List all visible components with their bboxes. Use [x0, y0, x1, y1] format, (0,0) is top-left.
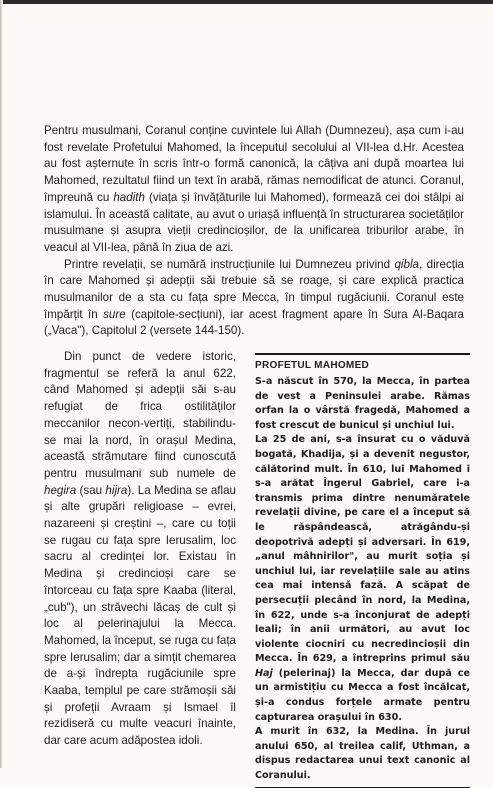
main-text: [44, 123, 464, 340]
text-span: (viața și învățăturile lui Mahomed), formează cei doi stâlpi ai islamului. În această calitate, au avut o uriașă influență în structurarea societăților musulmane și asupra vieții credincioșilor, de la unificarea triburilor arabe, în veacul al VII-lea, până în ziua de azi.: [44, 190, 464, 254]
page-binding-shadow: [0, 0, 3, 768]
text-span: , direcția în care Mahomed și adepții săi trebuie să se roage, și care explică practica musulmanilor de a sta cu fața spre Mecca, în timpul rugăciunii. Coranul este împărțit în: [44, 257, 464, 321]
paragraph-qibla: [44, 257, 464, 341]
paragraph-historical: [44, 349, 236, 750]
sidebar-heading: PROFETUL MAHOMED: [255, 360, 370, 371]
term-hijra: hijra: [105, 483, 128, 497]
text-span: La 25 de ani, s-a însurat cu o văduvă bogată, Khadija, și a devenit negustor, călătorind mult. În 610, lui Mahomed i s-a arătat Îngerul Gabriel, care i-a transmis prima dintre nenumăratele revelații divine, pe care el a început să le răspândească, atrăgându-și deopotrivă adepți și adversari. În 619, „anul mâhnirilor", au murit soția și unchiul lui, iar revelațiile sale au atins cea mai intensă fază. A scăpat de persecuții plecând în nord, la Medina, în 622, unde s-a înconjurat de adepți leali; în anii următori, au avut loc violente ciocniri cu necredincioșii din Mecca. În 629, a întreprins primul său: [255, 434, 470, 665]
sidebar-box: [255, 349, 470, 788]
left-column: [44, 349, 236, 750]
text-span: Printre revelații, se numără instrucțiunile lui Dumnezeu privind: [64, 257, 395, 271]
text-span: ). La Medina se aflau și alte grupări religioase – evrei, nazareeni și creștini –, care cu toții se rugau cu fața spre Ierusalim, loc sacru al credinței lor. Existau în Medina și credincioși care se întorceau cu fața spre Kaaba (literal, „cub"), un străvechi lăcaș de cult și loc al pelerinajului la Mecca. Mahomed, la început, se ruga cu fața spre Ierusalim; dar a simțit chemarea de a-și îndrepta rugăciunile spre Kaaba, templul pe care strămoșii săi și profeții Avraam și Ismael îl rezidiseră cu multe veacuri înainte, dar care acum adăpostea idoli.: [44, 483, 236, 748]
sidebar-paragraph-life: [255, 433, 470, 725]
text-span: (capitole-secțiuni), iar acest fragment apare în Sura Al-Baqara („Vaca"), Capitolul 2 (versete 144-150).: [44, 307, 465, 338]
text-span: (pelerinaj) la Mecca, dar după ce un armistițiu cu Mecca a fost încălcat, și-a condus forțele armate pentru capturarea orașului în 630.: [255, 667, 470, 723]
sidebar-paragraph-death: A murit în 632, la Medina. În jurul anului 650, al treilea calif, Uthman, a dispus redactarea unui text canonic al Coranului.: [255, 726, 470, 782]
sidebar-paragraph-birth: S-a născut în 570, la Mecca, în partea de vest a Peninsulei arabe. Rămas orfan la o vârstă fragedă, Mahomed a fost crescut de bunicul și unchiul lui.: [255, 376, 470, 431]
sidebar-bottom-rule: [255, 787, 470, 788]
term-hadith: hadith: [113, 190, 145, 204]
paragraph-coran-intro: [44, 123, 464, 257]
term-hegira: hegira: [44, 483, 77, 497]
text-span: Din punct de vedere istoric, fragmentul se referă la anul 622, când Mahomed și adepții săi s-au refugiat de frica ostilităților meccanilor necon-vertiți, stabilindu-se mai la nord, în orașul Medina, această strămutare fiind cunoscută pentru musulmani sub numele de: [44, 350, 236, 480]
term-qibla: qibla: [394, 257, 419, 271]
sidebar-top-rule: [255, 353, 470, 355]
term-sure: sure: [103, 307, 126, 321]
term-haj: Haj: [255, 667, 273, 679]
page-top-edge: [0, 0, 493, 4]
text-span: Pentru musulmani, Coranul conține cuvintele lui Allah (Dumnezeu), așa cum i-au fost revelate Profetului Mahomed, la începutul secolului al VII-lea d.Hr. Acestea au fost așternute în scris într-o formă canonică, la câțiva ani după moartea lui Mahomed, rezultatul fiind un text în arabă, rămas nemodificat de atunci. Coranul, împreună cu: [44, 124, 464, 204]
text-span: (sau: [76, 483, 106, 497]
